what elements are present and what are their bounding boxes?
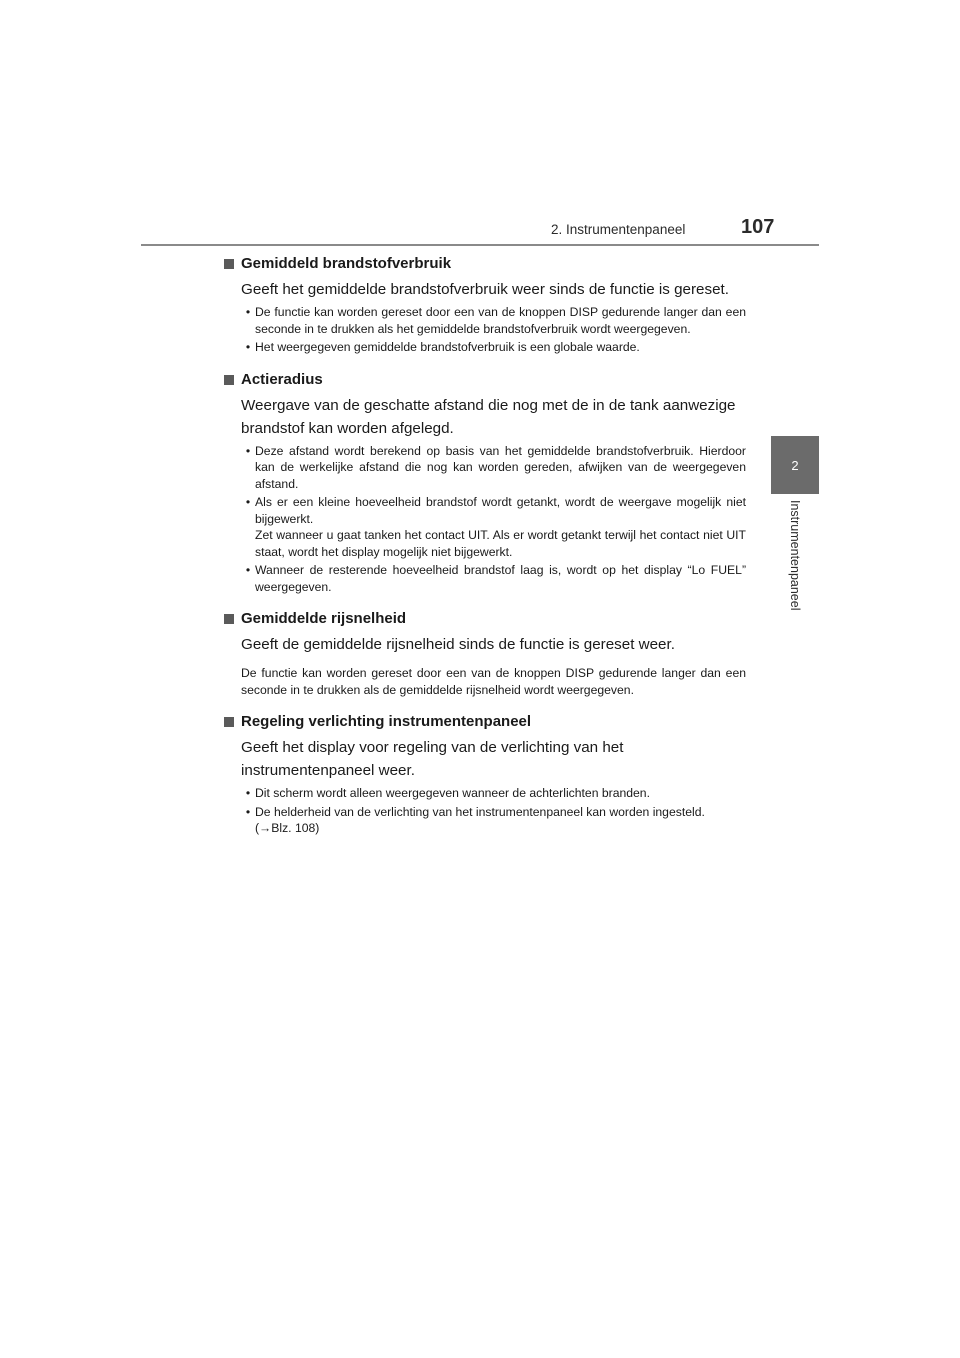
list-item-text: De functie kan worden gereset door een van de knoppen DISP gedurende langer dan een seconde in te drukken als het gemiddelde brandstofverbruik wordt weergegeven.: [255, 305, 746, 336]
chapter-number: 2: [791, 457, 799, 473]
content: [224, 254, 746, 851]
section-description: Weergave van de geschatte afstand die nog met de in de tank aanwezige brandstof kan worden afgelegd.: [241, 396, 736, 437]
page-header-section: 2. Instrumentenpaneel: [551, 222, 686, 237]
bullet-dot: •: [245, 563, 251, 577]
bullet-list: [241, 443, 746, 596]
section-title-text: Gemiddeld brandstofverbruik: [241, 255, 452, 272]
section-range: [224, 370, 746, 596]
list-item: [241, 804, 746, 837]
section-title-text: Regeling verlichting instrumentenpaneel: [241, 713, 532, 730]
bullet-dot: •: [245, 443, 251, 458]
chapter-tab: [771, 436, 819, 494]
square-bullet-icon: [224, 375, 234, 385]
section-note: De functie kan worden gereset door een van de knoppen DISP gedurende langer dan een seconde in te drukken als de gemiddelde rijsnelheid wordt weergegeven.: [241, 666, 746, 697]
list-item: [241, 562, 746, 595]
bullet-list: [241, 304, 746, 356]
list-item: [241, 494, 746, 560]
section-title: [224, 254, 746, 274]
bullet-dot: •: [245, 786, 251, 800]
list-item: [241, 785, 746, 802]
list-item-text: Deze afstand wordt berekend op basis van het gemiddelde brandstofverbruik. Hierdoor kan de werkelijke afstand die nog kan worden gereden, afwijken van de weergegeven afstand.: [255, 443, 746, 491]
section-description: Geeft de gemiddelde rijsnelheid sinds de functie is gereset weer.: [241, 636, 675, 653]
section-title: [224, 712, 746, 732]
header-rule: [141, 244, 819, 246]
page-number: 107: [741, 216, 775, 238]
section-panel-lighting: [224, 712, 746, 837]
list-item-text: Als er een kleine hoeveelheid brandstof wordt getankt, wordt de weergave mogelijk niet bijgewerkt.: [255, 495, 746, 526]
section-description: Geeft het gemiddelde brandstofverbruik weer sinds de functie is gereset.: [241, 281, 729, 298]
bullet-dot: •: [245, 340, 251, 354]
bullet-list: [241, 785, 746, 837]
square-bullet-icon: [224, 614, 234, 624]
chapter-label-text: Instrumentenpaneel: [788, 500, 802, 611]
section-title: [224, 609, 746, 629]
section-average-speed: [224, 609, 746, 698]
list-item: [241, 304, 746, 337]
page-reference[interactable]: (→Blz. 108): [255, 821, 320, 835]
square-bullet-icon: [224, 259, 234, 269]
list-item-text-extra: Zet wanneer u gaat tanken het contact UIT. Als er wordt getankt terwijl het contact niet UIT staat, wordt het display mogelijk niet bijgewerkt.: [255, 528, 746, 559]
section-title-text: Actieradius: [241, 370, 323, 388]
bullet-dot: •: [245, 804, 251, 819]
bullet-dot: •: [245, 305, 251, 319]
list-item-text: Wanneer de resterende hoeveelheid brandstof laag is, wordt op het display “Lo FUEL” weergegeven.: [255, 563, 746, 594]
section-title: [224, 370, 746, 390]
list-item: [241, 443, 746, 493]
list-item-text: Het weergegeven gemiddelde brandstofverbruik is een globale waarde.: [255, 340, 640, 354]
section-description: Geeft het display voor regeling van de verlichting van het instrumentenpaneel weer.: [241, 739, 624, 779]
list-item-text: De helderheid van de verlichting van het instrumentenpaneel kan worden ingesteld.: [255, 804, 705, 819]
section-average-fuel-consumption: [224, 254, 746, 356]
list-item: [241, 339, 746, 356]
section-title-text: Gemiddelde rijsnelheid: [241, 610, 407, 627]
square-bullet-icon: [224, 717, 234, 727]
list-item-text: Dit scherm wordt alleen weergegeven wanneer de achterlichten branden.: [255, 786, 650, 800]
bullet-dot: •: [245, 495, 251, 509]
